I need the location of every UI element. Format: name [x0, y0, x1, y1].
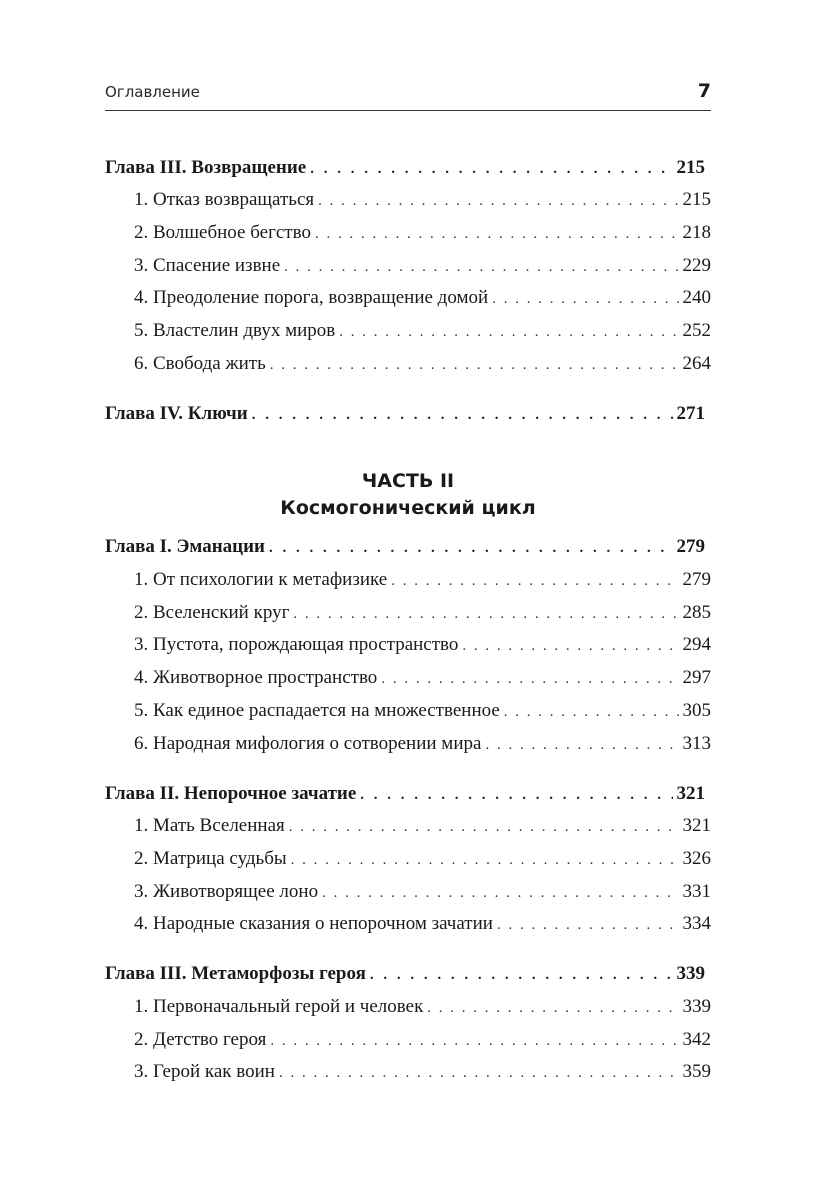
toc-entry-title: 3. Животворящее лоно	[134, 881, 319, 902]
toc-section-entry	[134, 632, 711, 658]
toc-entry-title: 6. Народная мифология о сотворении мира	[134, 733, 482, 754]
part-title: Космогонический цикл	[280, 497, 536, 519]
toc-entry-page: 326	[682, 848, 711, 869]
toc-entry-page: 279	[676, 536, 705, 557]
toc-leader-dots	[462, 633, 678, 659]
toc-entry-page: 313	[682, 733, 711, 754]
toc-section-entry	[134, 351, 711, 377]
toc-entry-page: 297	[682, 667, 711, 688]
toc-section-entry	[134, 813, 711, 839]
toc-entry-title: 6. Свобода жить	[134, 353, 266, 374]
toc-entry-page: 342	[682, 1029, 711, 1050]
toc-leader-dots	[360, 782, 672, 808]
toc-entry-title: 3. Герой как воин	[134, 1061, 275, 1082]
toc-entry-title: 1. Отказ возвращаться	[134, 189, 315, 210]
toc-entry-page: 305	[682, 700, 711, 721]
toc-entry-title: 3. Спасение извне	[134, 255, 281, 276]
toc-entry-page: 271	[676, 403, 705, 424]
toc-chapter-entry	[105, 155, 705, 181]
toc-leader-dots	[293, 601, 678, 627]
toc-leader-dots	[504, 699, 679, 725]
toc-entry-page: 218	[682, 222, 711, 243]
toc-entry-title: 2. Матрица судьбы	[134, 848, 287, 869]
toc-entry-page: 359	[682, 1061, 711, 1082]
toc-leader-dots	[391, 568, 678, 594]
toc-entry-page: 264	[682, 353, 711, 374]
toc-entry-title: 5. Как единое распадается на множественное	[134, 700, 500, 721]
toc-leader-dots	[252, 402, 673, 428]
toc-leader-dots	[270, 352, 679, 378]
toc-section-entry	[134, 187, 711, 213]
toc-entry-title: 3. Пустота, порождающая пространство	[134, 634, 459, 655]
toc-leader-dots	[315, 221, 679, 247]
toc-entry-page: 331	[682, 881, 711, 902]
toc-leader-dots	[318, 188, 678, 214]
toc-section-entry	[134, 911, 711, 937]
toc-entry-title: Глава III. Метаморфозы героя	[105, 963, 366, 984]
toc-leader-dots	[485, 732, 678, 758]
toc-chapter-entry	[105, 401, 705, 427]
header-rule	[105, 110, 711, 111]
toc-section-entry	[134, 567, 711, 593]
toc-entry-page: 215	[682, 189, 711, 210]
toc-entry-title: 1. Мать Вселенная	[134, 815, 285, 836]
toc-entry-title: Глава IV. Ключи	[105, 403, 248, 424]
part-number: ЧАСТЬ II	[361, 470, 455, 492]
toc-entry-page: 339	[682, 996, 711, 1017]
toc-section-entry	[134, 1059, 711, 1085]
running-title: Оглавление	[105, 83, 200, 101]
toc-section-entry	[134, 994, 711, 1020]
toc-entry-title: 4. Народные сказания о непорочном зачатии	[134, 913, 493, 934]
toc-entry-page: 321	[682, 815, 711, 836]
toc-leader-dots	[427, 995, 678, 1021]
toc-entry-title: Глава II. Непорочное зачатие	[105, 783, 357, 804]
toc-entry-title: 2. Вселенский круг	[134, 602, 290, 623]
toc-entry-title: Глава I. Эманации	[105, 536, 265, 557]
toc-leader-dots	[322, 880, 678, 906]
toc-entry-page: 240	[682, 287, 711, 308]
toc-section-entry	[134, 253, 711, 279]
toc-leader-dots	[291, 847, 679, 873]
toc-entry-page: 334	[682, 913, 711, 934]
toc-entry-title: Глава III. Возвращение	[105, 157, 307, 178]
toc-entry-page: 321	[676, 783, 705, 804]
running-header	[105, 80, 711, 110]
toc-section-entry	[134, 600, 711, 626]
toc-section-entry	[134, 879, 711, 905]
toc-chapter-entry	[105, 961, 705, 987]
toc-entry-page: 229	[682, 255, 711, 276]
toc-entry-title: 4. Животворное пространство	[134, 667, 378, 688]
toc-entry-title: 5. Властелин двух миров	[134, 320, 336, 341]
toc-entry-page: 252	[682, 320, 711, 341]
toc-section-entry	[134, 220, 711, 246]
toc-leader-dots	[284, 254, 678, 280]
toc-chapter-entry	[105, 781, 705, 807]
toc-section-entry	[134, 285, 711, 311]
toc-entry-title: 1. Первоначальный герой и человек	[134, 996, 424, 1017]
toc-leader-dots	[310, 156, 672, 182]
toc-entry-title: 2. Детство героя	[134, 1029, 267, 1050]
toc-entry-page: 294	[682, 634, 711, 655]
toc-leader-dots	[270, 1028, 678, 1054]
toc-leader-dots	[289, 814, 679, 840]
toc-entry-page: 215	[676, 157, 705, 178]
toc-section-entry	[134, 731, 711, 757]
toc-entry-title: 4. Преодоление порога, возвращение домой	[134, 287, 489, 308]
toc-leader-dots	[497, 912, 679, 938]
page-number: 7	[697, 80, 711, 102]
toc-leader-dots	[492, 286, 678, 312]
toc-entry-title: 1. От психологии к метафизике	[134, 569, 388, 590]
toc-chapter-entry	[105, 534, 705, 560]
toc-leader-dots	[269, 535, 673, 561]
toc-section-entry	[134, 1027, 711, 1053]
toc-leader-dots	[370, 962, 673, 988]
toc-leader-dots	[381, 666, 678, 692]
toc-entry-page: 279	[682, 569, 711, 590]
toc-entry-page: 285	[682, 602, 711, 623]
toc-section-entry	[134, 665, 711, 691]
toc-entry-title: 2. Волшебное бегство	[134, 222, 311, 243]
toc-section-entry	[134, 846, 711, 872]
toc-leader-dots	[279, 1060, 679, 1086]
toc-section-entry	[134, 318, 711, 344]
toc-entry-page: 339	[676, 963, 705, 984]
toc-leader-dots	[339, 319, 678, 345]
toc-section-entry	[134, 698, 711, 724]
